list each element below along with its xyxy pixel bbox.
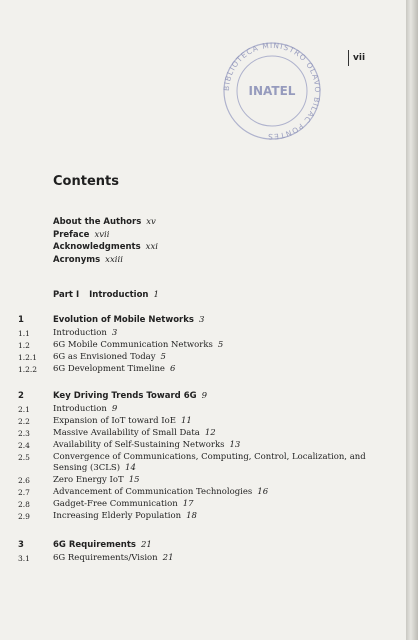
section-number: 3.1 (18, 553, 30, 563)
front-matter-item[interactable] (53, 241, 158, 254)
section-page: 16 (257, 487, 269, 498)
section-entry-text (53, 499, 398, 511)
chapter-heading[interactable] (18, 315, 398, 327)
front-matter-list (53, 216, 158, 266)
chapter-page: 3 (198, 315, 205, 325)
section-entry-text (53, 340, 398, 352)
chapter-title: Key Driving Trends Toward 6G (53, 391, 197, 401)
section-entry[interactable] (18, 416, 398, 428)
section-entry[interactable] (18, 404, 398, 416)
section-title: Increasing Elderly Population (53, 511, 182, 522)
section-number: 2.8 (18, 500, 30, 510)
part-title: Introduction (89, 290, 149, 300)
section-entry[interactable] (18, 352, 398, 364)
section-entry[interactable] (18, 475, 398, 487)
chapter-1 (18, 315, 398, 376)
section-number: 1.2.2 (18, 364, 38, 374)
contents-title: Contents (53, 174, 119, 189)
section-entry-text (53, 404, 398, 416)
section-title: 6G as Envisioned Today (53, 351, 156, 362)
section-entry-text (53, 440, 398, 452)
chapter-number: 3 (18, 540, 24, 550)
section-title: Introduction (53, 403, 107, 414)
chapter-entry (53, 391, 398, 403)
front-matter-item[interactable] (53, 216, 158, 229)
chapter-number: 2 (18, 391, 24, 401)
section-entry[interactable] (18, 428, 398, 440)
section-page: 11 (180, 415, 192, 426)
page-edge (406, 0, 418, 640)
front-matter-item[interactable] (53, 254, 158, 267)
section-title: Massive Availability of Small Data (53, 427, 200, 438)
section-page: 17 (182, 499, 194, 510)
section-title: Zero Energy IoT (53, 475, 124, 486)
section-entry[interactable] (18, 499, 398, 511)
section-page: 14 (125, 463, 136, 474)
section-number: 2.7 (18, 488, 30, 498)
section-page: 12 (204, 427, 216, 438)
front-matter-label: Acronyms (53, 254, 101, 265)
front-matter-label: About the Authors (53, 217, 142, 227)
section-entry[interactable] (18, 511, 398, 523)
section-number: 2.6 (18, 476, 30, 486)
section-page: 5 (160, 351, 166, 362)
section-entry[interactable] (18, 340, 398, 352)
section-title: 6G Mobile Communication Networks (53, 339, 213, 350)
section-entry-text (53, 428, 398, 440)
chapter-3 (18, 540, 398, 565)
section-number: 1.2.1 (18, 352, 38, 362)
library-stamp-icon (213, 40, 331, 142)
section-page: 9 (111, 403, 118, 414)
section-title: Expansion of IoT toward IoE (53, 415, 176, 426)
section-page: 13 (229, 439, 241, 450)
front-matter-label: Preface (53, 229, 90, 240)
section-page: 3 (111, 327, 118, 338)
section-title: Advancement of Communication Technologies (53, 487, 253, 498)
front-matter-page: xxiii (105, 254, 123, 265)
part-label: Part I (53, 290, 80, 300)
part-heading[interactable] (53, 290, 159, 300)
front-matter-item[interactable] (53, 229, 158, 242)
section-title: Introduction (53, 327, 107, 338)
front-matter-page: xv (146, 217, 156, 227)
chapter-page: 9 (201, 391, 208, 401)
section-number: 2.4 (18, 440, 30, 450)
section-entry-text (53, 487, 398, 499)
chapter-title: Evolution of Mobile Networks (53, 315, 194, 325)
section-page: 5 (217, 339, 224, 350)
section-number: 2.9 (18, 512, 30, 522)
section-number: 2.1 (18, 404, 30, 414)
section-entry-text (53, 475, 398, 487)
section-entry-text (53, 452, 398, 476)
section-entry-text (53, 364, 398, 376)
chapter-page: 21 (140, 540, 152, 550)
chapter-entry (53, 315, 398, 327)
section-number: 2.2 (18, 416, 30, 426)
section-entry[interactable] (18, 553, 398, 565)
section-page: 18 (186, 511, 197, 522)
section-page: 15 (128, 475, 140, 486)
front-matter-label: Acknowledgments (53, 242, 141, 252)
section-entry-text (53, 511, 398, 523)
part-page: 1 (153, 290, 159, 300)
section-entry-text (53, 416, 398, 428)
chapter-2 (18, 391, 398, 523)
section-entry-text (53, 328, 398, 340)
section-number: 1.2 (18, 340, 30, 350)
section-page: 21 (162, 552, 174, 563)
section-entry[interactable] (18, 364, 398, 376)
section-number: 1.1 (18, 328, 30, 338)
chapter-title: 6G Requirements (53, 540, 136, 550)
section-title: Gadget-Free Communication (53, 499, 178, 510)
front-matter-page: xvii (94, 229, 110, 240)
section-number: 2.3 (18, 428, 30, 438)
chapter-number: 1 (18, 315, 24, 325)
page-number: vii (348, 50, 365, 66)
section-page: 6 (169, 363, 176, 374)
section-entry[interactable] (18, 452, 398, 476)
section-entry[interactable] (18, 487, 398, 499)
section-entry-text (53, 553, 398, 565)
chapter-entry (53, 540, 398, 552)
stamp-outer-text: BIBLIOTECA MINISTRO OLAVO BILAC PONTES (221, 40, 323, 142)
section-entry[interactable] (18, 440, 398, 452)
section-title: 6G Requirements/Vision (53, 552, 158, 563)
section-title: Availability of Self-Sustaining Networks (53, 439, 225, 450)
chapter-heading[interactable] (18, 391, 398, 403)
section-title: 6G Development Timeline (53, 363, 165, 374)
section-number: 2.5 (18, 452, 30, 462)
section-entry[interactable] (18, 328, 398, 340)
chapter-heading[interactable] (18, 540, 398, 552)
section-title: Convergence of Communications, Computing, Control, Localization, and Sensing (3CLS) (53, 451, 366, 474)
section-entry-text (53, 352, 398, 364)
front-matter-page: xxi (145, 242, 158, 252)
stamp-center-text: INATEL (248, 84, 296, 98)
